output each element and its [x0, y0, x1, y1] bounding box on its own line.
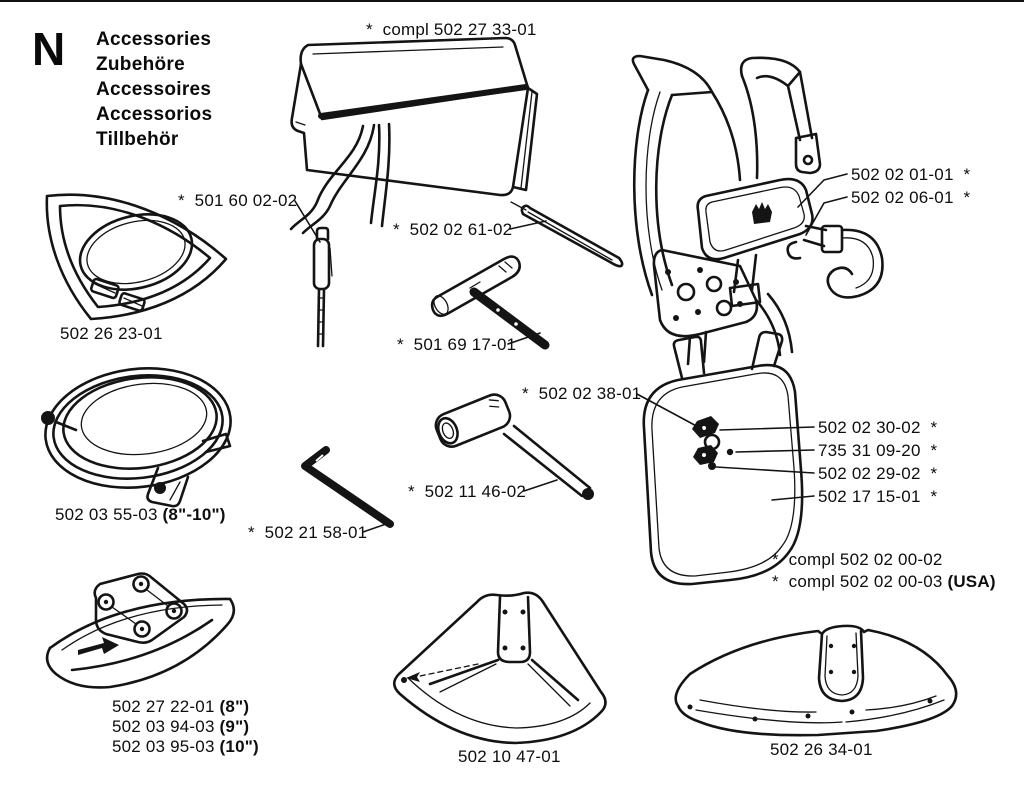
fan-guard-illustration [394, 593, 605, 743]
wide-guard-illustration [676, 626, 956, 735]
part-number: 502 03 94-03 [112, 717, 215, 736]
t-wrench-illustration [431, 257, 545, 345]
label-support-ring [55, 505, 226, 525]
title-de: Zubehöre [96, 54, 185, 75]
shield-plate-illustration [644, 332, 802, 584]
title-fr: Accessoires [96, 79, 212, 100]
size-note: (9") [219, 717, 250, 736]
label-harness-hook: 502 02 06-01 * [851, 188, 971, 207]
part-number: 502 03 95-03 [112, 737, 215, 756]
label-wide-guard: 502 26 34-01 [770, 740, 873, 759]
round-file-illustration [511, 202, 622, 266]
title-sv: Tillbehör [96, 129, 179, 150]
label-harness-compl: * compl 502 02 00-02 [772, 550, 943, 569]
label-curved-guard-9 [112, 717, 249, 737]
leader-lines [295, 174, 847, 532]
label-fan-guard: 502 10 47-01 [458, 747, 561, 766]
title-es: Accessorios [96, 104, 213, 125]
label-pad-plate: 502 17 15-01 * [818, 487, 938, 506]
label-pad-bolt: 502 02 30-02 * [818, 418, 938, 437]
label-grass-blade: 502 26 23-01 [60, 324, 163, 343]
label-fitting: * 502 02 38-01 [522, 384, 642, 403]
file-handle-illustration [314, 228, 332, 346]
size-note: (8"-10") [162, 505, 226, 524]
hex-key-illustration [305, 450, 390, 524]
part-number: 502 27 22-01 [112, 697, 215, 716]
size-note: (10") [219, 737, 259, 756]
harness-illustration [633, 56, 883, 364]
label-pad-washer: 735 31 09-20 * [818, 441, 938, 460]
label-harness-compl-usa [772, 572, 996, 592]
title-en: Accessories [96, 29, 212, 50]
size-note: (8") [219, 697, 250, 716]
tool-pouch-illustration [291, 38, 537, 233]
label-curved-guard-8 [112, 697, 249, 717]
part-number: 502 03 55-03 [55, 505, 158, 524]
section-letter: N [32, 23, 67, 75]
label-t-wrench: * 501 69 17-01 [397, 335, 517, 354]
label-tool-pouch: * compl 502 27 33-01 [366, 20, 537, 39]
label-plug-wrench: * 502 11 46-02 [408, 482, 526, 501]
label-round-file: * 502 02 61-02 [393, 220, 513, 239]
grass-blade-illustration [47, 195, 226, 319]
label-pad-nut: 502 02 29-02 * [818, 464, 938, 483]
part-number: * compl 502 02 00-03 [772, 572, 943, 591]
label-file-handle: * 501 60 02-02 [178, 191, 298, 210]
curved-guard-illustration [47, 574, 234, 688]
usa-note: (USA) [947, 572, 996, 591]
label-harness-strap: 502 02 01-01 * [851, 165, 971, 184]
support-ring-illustration [39, 358, 238, 506]
label-hex-key: * 502 21 58-01 [248, 523, 368, 542]
label-curved-guard-10 [112, 737, 259, 757]
